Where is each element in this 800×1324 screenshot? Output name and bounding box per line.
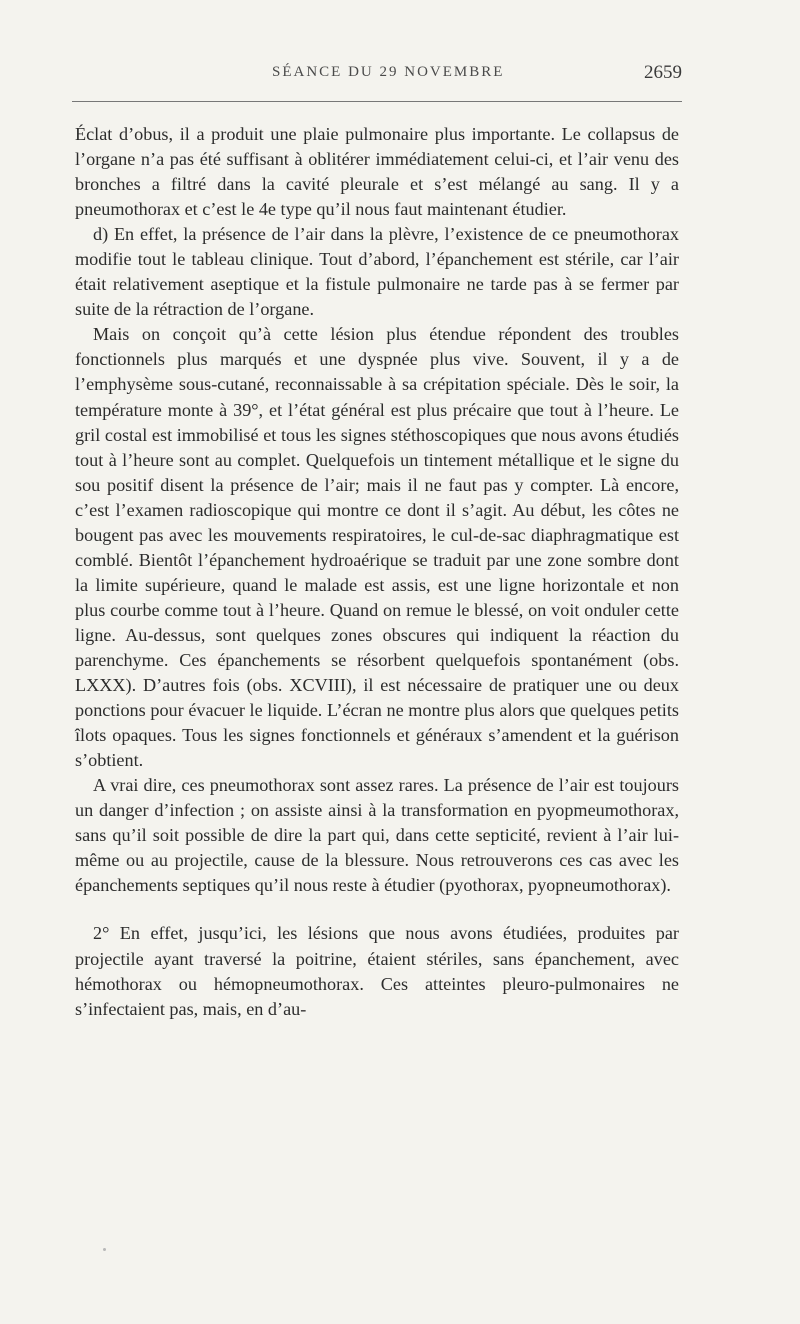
paragraph: Mais on conçoit qu’à cette lésion plus étendue répondent des troubles fonctionnels plus marqués et une dyspnée plus vive. Souvent, il y a de l’emphysème sous-cutané, reconnaissable à sa crépitation spéciale. Dès le soir, la température monte à 39°, et l’état général est plus précaire que tout à l’heure. Le gril costal est immobilisé et tous les signes stéthoscopiques que nous avons étudiés tout à l’heure sont au complet. Quelquefois un tintement métallique et le signe du sou positif disent la présence de l’air; mais il ne faut pas y compter. Là encore, c’est l’examen radioscopique qui montre ce dont il s’agit. Au début, les côtes ne bougent pas avec les mouvements respiratoires, le cul-de-sac diaphragmatique est comblé. Bientôt l’épanchement hydroaérique se traduit par une zone sombre dont la limite supérieure, quand le malade est assis, est une ligne horizontale et non plus courbe comme tout à l’heure. Quand on remue le blessé, on voit onduler cette ligne. Au-dessus, sont quelques zones obscures qui indiquent la réaction du parenchyme. Ces épanchements se résorbent quelquefois spontanément (obs. LXXX). D’autres fois (obs. XCVIII), il est nécessaire de pratiquer une ou deux ponctions pour évacuer le liquide. L’écran ne montre plus alors que quelques petits îlots opaques. Tous les signes fonctionnels et généraux s’amendent et la guérison s’obtient. [75,324,679,771]
page-number: 2659 [644,62,682,83]
paragraph: 2° En effet, jusqu’ici, les lésions que nous avons étudiées, produites par projectile ayant traversé la poitrine, étaient stériles, sans épanchement, avec hémothorax ou hémopneumothorax. Ces atteintes pleuro-pulmonaires ne s’infectaient pas, mais, en d’au- [75,923,679,1019]
paragraph: d) En effet, la présence de l’air dans la plèvre, l’existence de ce pneumothorax modifie tout le tableau clinique. Tout d’abord, l’épanchement est stérile, car l’air était relativement aseptique et la fistule pulmonaire ne tarde pas à se fermer par suite de la rétraction de l’organe. [75,224,679,320]
paragraph: Éclat d’obus, il a produit une plaie pulmonaire plus importante. Le collapsus de l’organe n’a pas été suffisant à oblitérer immédiatement celui-ci, et l’air venu des bronches a filtré dans la cavité pleurale et s’est mélangé au sang. Il y a pneumothorax et c’est le 4e type qu’il nous faut maintenant étudier. [75,124,679,220]
page-header [72,64,682,92]
paragraph: A vrai dire, ces pneumothorax sont assez rares. La présence de l’air est toujours un danger d’infection ; on assiste ainsi à la transformation en pyopmeumothorax, sans qu’il soit possible de dire la part qui, dans cette septicité, revient à l’air lui-même ou au projectile, cause de la blessure. Nous retrouverons ces cas avec les épanchements septiques qu’il nous reste à étudier (pyothorax, pyopneumothorax). [75,775,679,896]
header-rule [72,101,682,102]
running-title: SÉANCE DU 29 NOVEMBRE [272,64,505,80]
printing-mark [103,1248,106,1251]
section-gap [75,898,679,921]
main-text [75,122,679,1022]
